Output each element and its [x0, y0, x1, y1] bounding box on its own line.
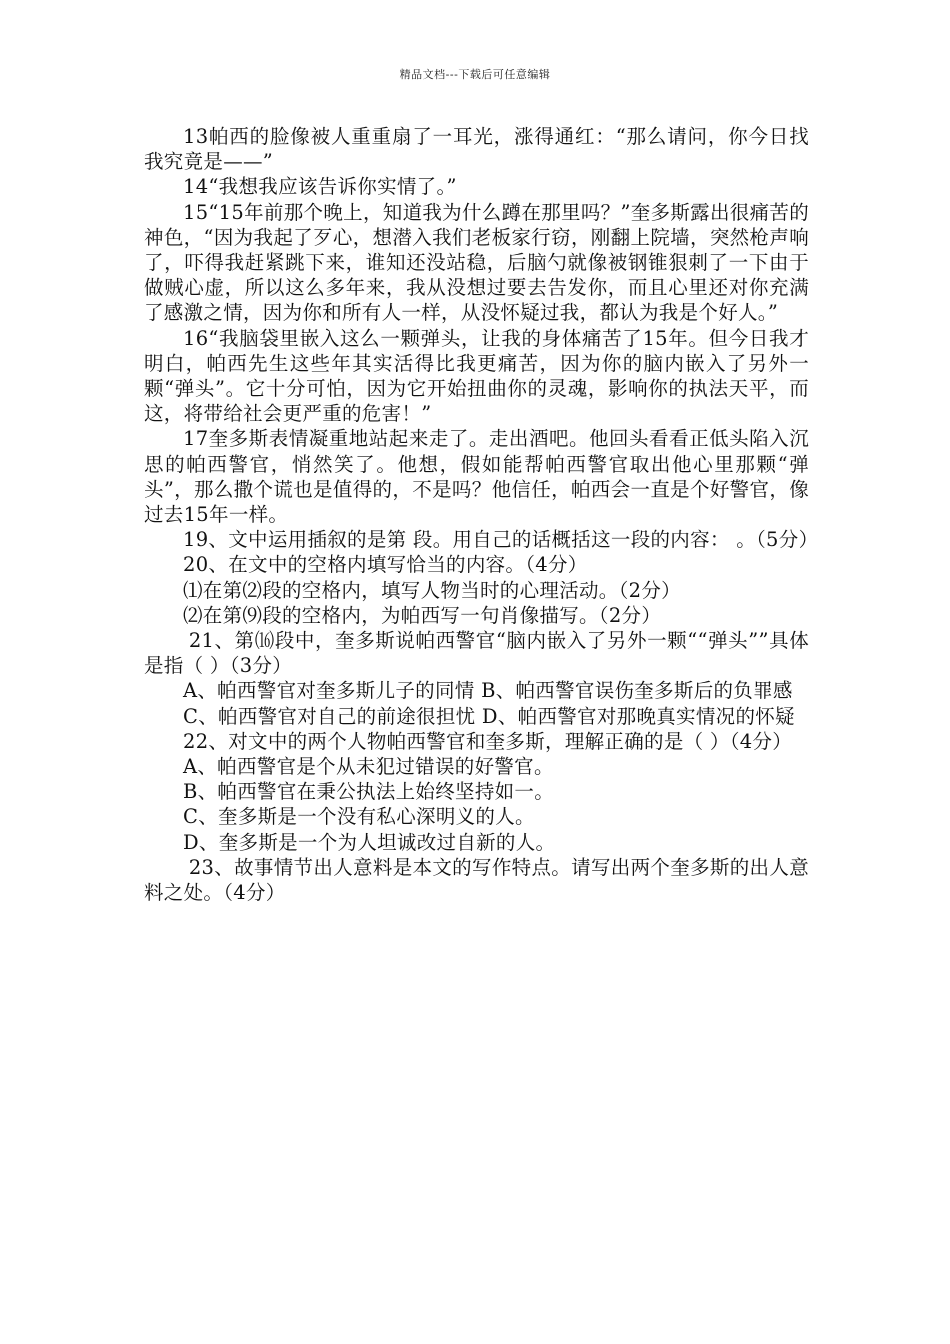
document-body — [144, 124, 819, 905]
question-22-option-b: B、帕西警官在秉公执法上始终坚持如一。 — [183, 780, 555, 804]
paragraph-17: 17奎多斯表情凝重地站起来走了。走出酒吧。他回头看看正低头陷入沉思的帕西警官，悄然笑了。他想，假如能帮帕西警官取出他心里那颗“弹头”，那么撒个谎也是值得的，不是吗？他信任，帕西会一直是个好警官，像过去15年一样。 — [144, 427, 809, 527]
question-20: 20、在文中的空格内填写恰当的内容。（4分） — [183, 553, 588, 577]
paragraph-13: 13帕西的脸像被人重重扇了一耳光，涨得通红：“那么请问，你今日找我究竟是——” — [144, 125, 809, 174]
page-header: 精品文档---下载后可任意编辑 — [399, 68, 551, 81]
question-22-option-c: C、奎多斯是一个没有私心深明义的人。 — [183, 805, 535, 829]
question-20-part-1: ⑴在第⑵段的空格内，填写人物当时的心理活动。（2分） — [183, 578, 681, 602]
question-22-option-a: A、帕西警官是个从未犯过错误的好警官。 — [183, 755, 554, 779]
paragraph-16: 16“我脑袋里嵌入这么一颗弹头，让我的身体痛苦了15年。但今日我才明白，帕西先生这些年其实活得比我更痛苦，因为你的脑内嵌入了另外一颗“弹头”。它十分可怕，因为它开始扭曲你的灵魂，影响你的执法天平，而这，将带给社会更严重的危害！” — [144, 326, 809, 426]
question-23: 23、故事情节出人意料是本文的写作特点。请写出两个奎多斯的出人意料之处。（4分） — [144, 855, 809, 905]
question-22-option-d: D、奎多斯是一个为人坦诚改过自新的人。 — [183, 830, 556, 854]
question-20-part-2: ⑵在第⑼段的空格内，为帕西写一句肖像描写。（2分） — [183, 603, 662, 627]
question-22: 22、对文中的两个人物帕西警官和奎多斯，理解正确的是（ ）（4分） — [183, 729, 793, 753]
question-21-options-cd: C、帕西警官对自己的前途很担忧 D、帕西警官对那晚真实情况的怀疑 — [183, 704, 795, 728]
paragraph-14: 14“我想我应该告诉你实情了。” — [183, 175, 457, 199]
question-21: 21、第⒃段中，奎多斯说帕西警官“脑内嵌入了另外一颗““弹头””具体是指（ ）（3分） — [144, 629, 809, 678]
paragraph-15: 15“15年前那个晚上，知道我为什么蹲在那里吗？”奎多斯露出很痛苦的神色，“因为我起了歹心，想潜入我们老板家行窃，刚翻上院墙，突然枪声响了，吓得我赶紧跳下来，谁知还没站稳，后脑勺就像被钢锥狠刺了一下由于做贼心虚，所以这么多年来，我从没想过要去告发你，而且心里还对你充满了感激之情，因为你和所有人一样，从没怀疑过我，都认为我是个好人。” — [144, 200, 809, 325]
question-21-options-ab: A、帕西警官对奎多斯儿子的同情 B、帕西警官误伤奎多斯后的负罪感 — [183, 679, 793, 703]
question-19: 19、文中运用插叙的是第 段。用自己的话概括这一段的内容： 。（5分） — [183, 528, 819, 552]
